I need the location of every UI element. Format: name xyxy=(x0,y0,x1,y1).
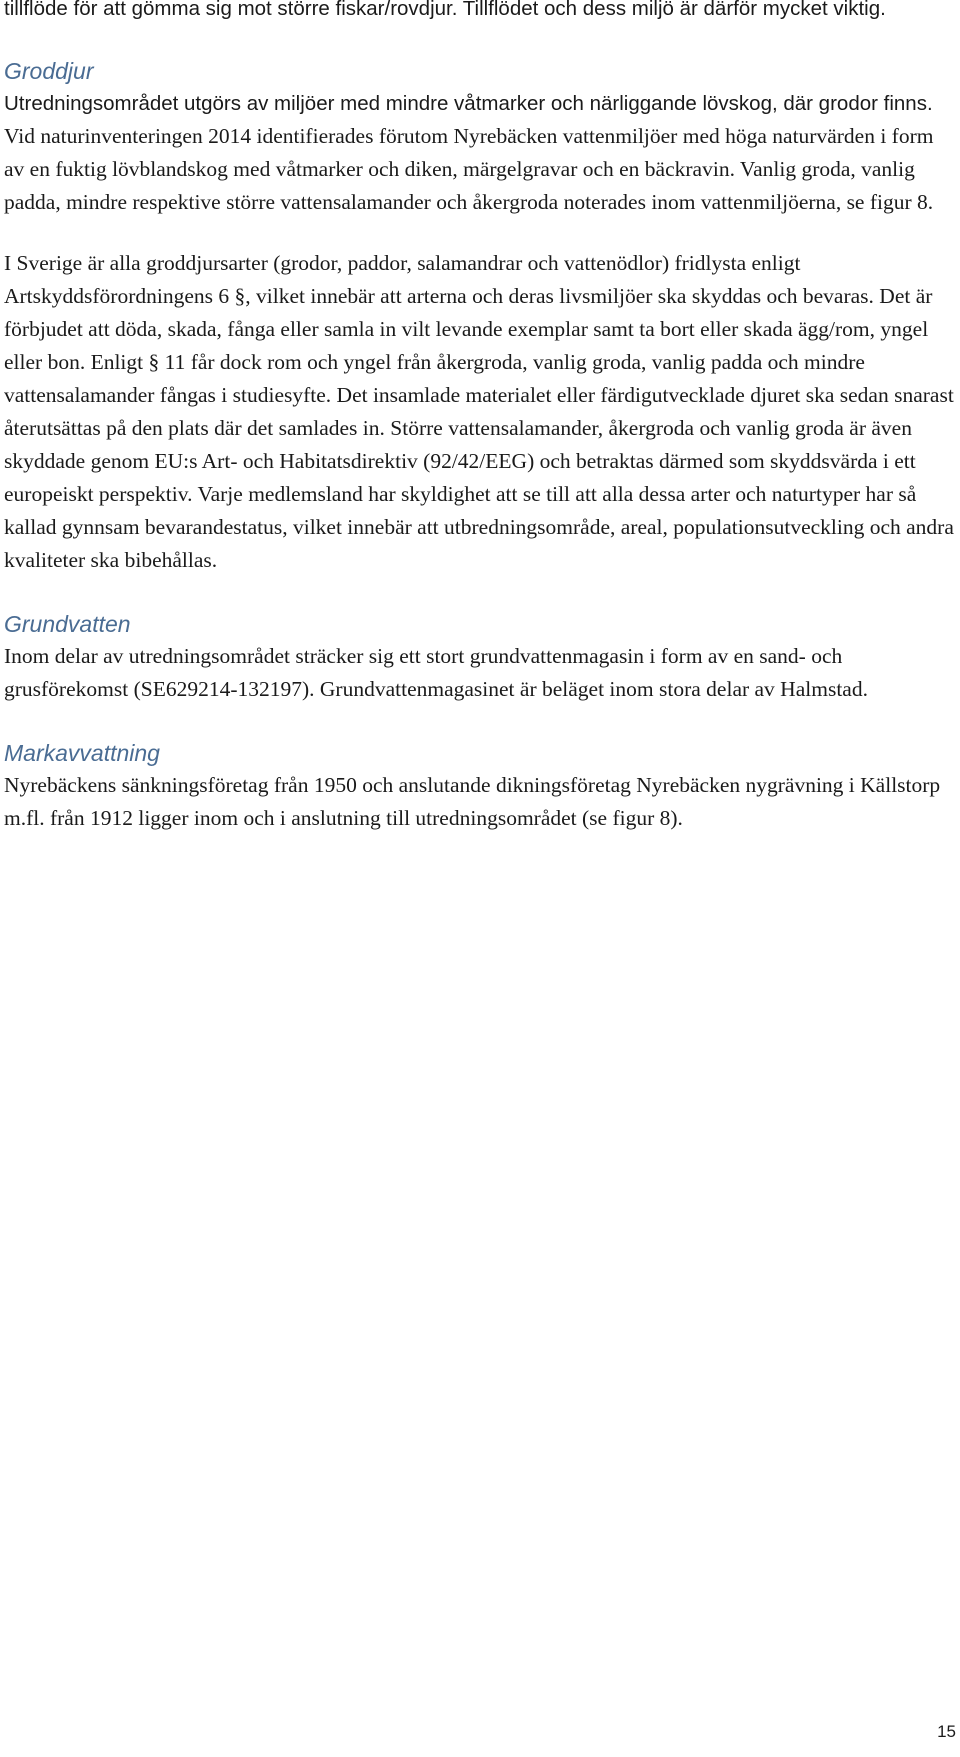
heading-groddjur: Groddjur xyxy=(4,58,94,84)
document-content xyxy=(4,0,956,866)
groddjur-paragraph-1-body: Vid naturinventeringen 2014 identifierades förutom Nyrebäcken vattenmiljöer med höga naturvärden i form av en fuktig lövblandskog med våtmarker och diken, märgelgravar och en bäckravin. Vanlig groda, vanlig padda, mindre respektive större vattensalamander och åkergroda noterades inom vattenmiljöerna, se figur 8. xyxy=(4,124,934,214)
groddjur-paragraph-1-lead: Utredningsområdet utgörs av miljöer med mindre våtmarker och närliggande lövskog, där grodor finns. xyxy=(4,92,933,115)
grundvatten-paragraph: Inom delar av utredningsområdet sträcker sig ett stort grundvattenmagasin i form av en sand- och grusförekomst (SE629214-132197). Grundvattenmagasinet är beläget inom stora delar av Halmstad. xyxy=(4,644,868,701)
section-groddjur xyxy=(4,55,956,577)
heading-markavvattning: Markavvattning xyxy=(4,740,160,766)
section-grundvatten xyxy=(4,608,956,706)
markavvattning-paragraph: Nyrebäckens sänkningsföretag från 1950 och anslutande dikningsföretag Nyrebäcken nygrävning i Källstorp m.fl. från 1912 ligger inom och i anslutning till utredningsområdet (se figur 8). xyxy=(4,773,941,830)
groddjur-paragraph-1 xyxy=(4,87,956,219)
section-markavvattning xyxy=(4,737,956,835)
page-number: 15 xyxy=(937,1722,956,1741)
groddjur-paragraph-2: I Sverige är alla groddjursarter (grodor, paddor, salamandrar och vattenödlor) fridlysta enligt Artskyddsförordningens 6 §, vilket innebär att arterna och deras livsmiljöer ska skyddas och bevaras. Det är förbjudet att döda, skada, fånga eller samla in vilt levande exemplar samt ta bort eller skada ägg/rom, yngel eller bon. Enligt § 11 får dock rom och yngel från åkergroda, vanlig groda, vanlig padda och mindre vattensalamander fångas i studiesyfte. Det insamlade materialet eller färdigutvecklade djuret ska sedan snarast återutsättas på den plats där det samlades in. Större vattensalamander, åkergroda och vanlig groda är även skyddade genom EU:s Art- och Habitatsdirektiv (92/42/EEG) och betraktas därmed som skyddsvärda i ett europeiskt perspektiv. Varje medlemsland har skyldighet att se till att alla dessa arter och naturtyper har så kallad gynnsam bevarandestatus, vilket innebär att utbredningsområde, areal, populationsutveckling och andra kvaliteter ska bibehållas. xyxy=(4,251,954,572)
heading-grundvatten: Grundvatten xyxy=(4,611,131,637)
intro-paragraph: tillflöde för att gömma sig mot större fiskar/rovdjur. Tillflödet och dess miljö är därför mycket viktig. xyxy=(4,0,886,20)
